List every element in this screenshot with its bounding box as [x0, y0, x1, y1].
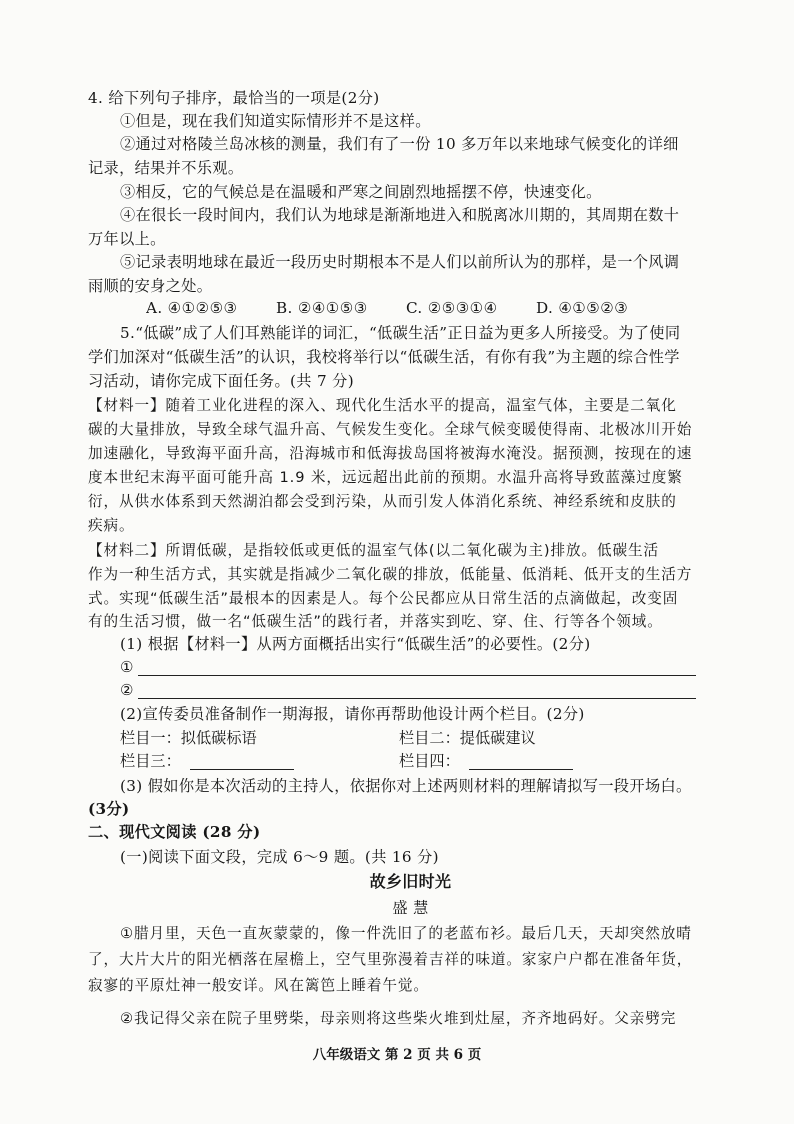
q5-sub-3: (3) 假如你是本次活动的主持人，依据你对上述两则材料的理解请拟写一段开场白。 — [120, 777, 692, 795]
q5-stem-cont: 学们加深对“低碳生活”的认识，我校将举行以“低碳生活，有你有我”为主题的综合性学 — [88, 348, 680, 366]
q4-sentence-4: ④在很长一段时间内，我们认为地球是渐渐地进入和脱离冰川期的，其周期在数十 — [120, 206, 680, 224]
column-3-label: 栏目三： — [120, 752, 181, 770]
q4-option-c[interactable]: C. ②⑤③①④ — [406, 299, 498, 317]
q4-option-b[interactable]: B. ②④①⑤③ — [276, 299, 368, 317]
column-4-label: 栏目四： — [399, 752, 460, 770]
material-1-line: 衍，从供水体系到天然湖泊都会受到污染，从而引发人体消化系统、神经系统和皮肤的 — [88, 493, 677, 510]
material-1-line: 度本世纪末海平面可能升高 1.9 米，远远超出此前的预期。水温升高将导致蓝藻过度繁 — [88, 469, 683, 486]
q4-sentence-5-cont: 雨顺的安身之处。 — [88, 277, 213, 295]
article-author: 盛 慧 — [392, 899, 429, 917]
q4-stem: 4. 给下列句子排序，最恰当的一项是(2分) — [88, 89, 380, 107]
answer-line-2[interactable] — [138, 697, 696, 699]
article-paragraph-1: 了，大片大片的阳光栖落在屋檐上，空气里弥漫着吉祥的味道。家家户户都在准备年货， — [88, 951, 693, 968]
material-1-line: 【材料一】随着工业化进程的深入、现代化生活水平的提高，温室气体，主要是二氧化 — [88, 397, 677, 414]
section-2-heading: 二、现代文阅读 (28 分) — [88, 823, 261, 841]
q4-sentence-4-cont: 万年以上。 — [88, 230, 166, 248]
q5-sub-2: (2)宣传委员准备制作一期海报，请你再帮助他设计两个栏目。(2分) — [120, 705, 585, 723]
column-4-blank[interactable] — [469, 768, 573, 770]
material-1-line: 疾病。 — [88, 517, 135, 534]
material-2-line: 【材料二】所谓低碳，是指较低或更低的温室气体(以二氧化碳为主)排放。低碳生活 — [88, 542, 659, 559]
answer-label-1: ① — [120, 658, 134, 676]
q4-option-a[interactable]: A. ④①②⑤③ — [146, 299, 238, 317]
article-paragraph-1: 寂寥的平原灶神一般安详。风在篱笆上睡着午觉。 — [88, 977, 429, 994]
q4-option-d[interactable]: D. ④①⑤②③ — [536, 299, 629, 317]
section-2-instruction: (一)阅读下面文段，完成 6～9 题。(共 16 分) — [120, 848, 439, 866]
article-paragraph-1: ①腊月里，天色一直灰蒙蒙的，像一件洗旧了的老蓝布衫。最后几天，天却突然放晴 — [120, 925, 692, 942]
answer-line-1[interactable] — [138, 674, 696, 676]
q4-sentence-5: ⑤记录表明地球在最近一段历史时期根本不是人们以前所认为的那样，是一个风调 — [120, 253, 680, 271]
column-1: 栏目一：拟低碳标语 — [120, 729, 257, 747]
q4-options — [146, 297, 733, 319]
q5-stem: 5.“低碳”成了人们耳熟能详的词汇，“低碳生活”正日益为更多人所接受。为了使同 — [120, 324, 681, 342]
material-2-line: 作为一种生活方式，其实就是指减少二氧化碳的排放，低能量、低消耗、低开支的生活方 — [88, 566, 693, 583]
page-footer: 八年级语文 第 2 页 共 6 页 — [312, 1047, 482, 1063]
q4-sentence-3: ③相反，它的气候总是在温暖和严寒之间剧烈地摇摆不停，快速变化。 — [120, 183, 602, 201]
answer-label-2: ② — [120, 681, 134, 699]
q5-sub-1: (1) 根据【材料一】从两方面概括出实行“低碳生活”的必要性。(2分) — [120, 635, 591, 653]
material-1-line: 加速融化，导致海平面升高，沿海城市和低海拔岛国将被海水淹没。据预测，按现在的速 — [88, 445, 693, 462]
column-3-blank[interactable] — [190, 768, 294, 770]
q4-sentence-2-cont: 记录，结果并不乐观。 — [88, 159, 244, 177]
column-2: 栏目二：提低碳建议 — [399, 729, 536, 747]
q5-stem-cont2: 习活动，请你完成下面任务。(共 7 分) — [88, 372, 354, 390]
article-title: 故乡旧时光 — [369, 872, 452, 891]
article-paragraph-2: ②我记得父亲在院子里劈柴，母亲则将这些柴火堆到灶屋，齐齐地码好。父亲劈完 — [120, 1010, 677, 1027]
q4-sentence-1: ①但是，现在我们知道实际情形并不是这样。 — [120, 112, 431, 130]
q5-sub-3-score: (3分) — [88, 800, 130, 818]
material-1-line: 碳的大量排放，导致全球气温升高、气候发生变化。全球气候变暖使得南、北极冰川开始 — [88, 421, 693, 438]
material-2-line: 式。实现“低碳生活”最根本的因素是人。每个公民都应从日常生活的点滴做起，改变固 — [88, 590, 679, 607]
material-2-line: 有的生活习惯，做一名“低碳生活”的践行者，并落实到吃、穿、住、行等各个领域。 — [88, 613, 663, 630]
q4-sentence-2: ②通过对格陵兰岛冰核的测量，我们有了一份 10 多万年以来地球气候变化的详细 — [120, 135, 679, 153]
